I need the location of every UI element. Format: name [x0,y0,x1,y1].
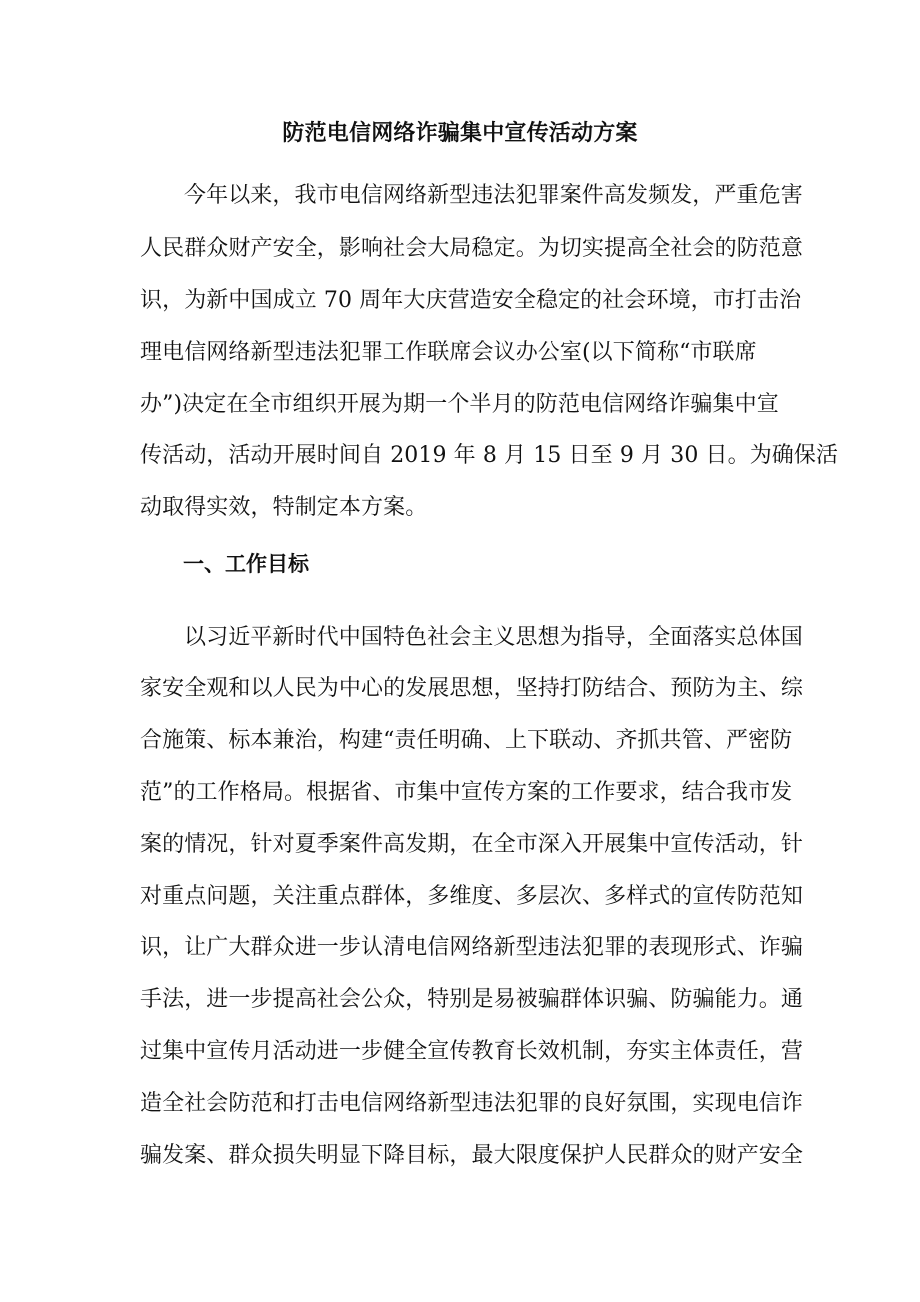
paragraph-1-line-4: 理电信网络新型违法犯罪工作联席会议办公室(以下简称“市联席 [140,340,757,365]
section-heading-work-goals: 一、工作目标 [183,551,309,576]
paragraph-2-line-1: 以习近平新时代中国特色社会主义思想为指导，全面落实总体国 [184,625,803,650]
paragraph-2-line-8: 手法，进一步提高社会公众，特别是易被骗群体识骗、防骗能力。通 [140,987,804,1012]
paragraph-2-line-7: 识，让广大群众进一步认清电信网络新型违法犯罪的表现形式、诈骗 [140,935,804,960]
paragraph-1-line-3: 识，为新中国成立 70 周年大庆营造安全稳定的社会环境，市打击治 [140,288,802,313]
paragraph-2-line-11: 骗发案、群众损失明显下降目标，最大限度保护人民群众的财产安全 [140,1143,804,1168]
paragraph-1-line-5: 办”)决定在全市组织开展为期一个半月的防范电信网络诈骗集中宣 [140,392,779,417]
paragraph-2-line-2: 家安全观和以人民为中心的发展思想，坚持打防结合、预防为主、综 [140,676,804,701]
paragraph-1-line-1: 今年以来，我市电信网络新型违法犯罪案件高发频发，严重危害 [184,183,803,208]
paragraph-2-line-5: 案的情况，针对夏季案件高发期，在全市深入开展集中宣传活动，针 [140,832,804,857]
document-title: 防范电信网络诈骗集中宣传活动方案 [282,120,638,146]
paragraph-2-line-3: 合施策、标本兼治，构建“责任明确、上下联动、齐抓共管、严密防 [140,728,793,753]
paragraph-1-line-7: 动取得实效，特制定本方案。 [140,495,428,520]
paragraph-2-line-10: 造全社会防范和打击电信网络新型违法犯罪的良好氛围，实现电信诈 [140,1091,804,1116]
paragraph-2-line-9: 过集中宣传月活动进一步健全宣传教育长效机制，夯实主体责任，营 [140,1039,804,1064]
paragraph-1-line-2: 人民群众财产安全，影响社会大局稳定。为切实提高全社会的防范意 [140,236,804,261]
paragraph-2-line-4: 范”的工作格局。根据省、市集中宣传方案的工作要求，结合我市发 [140,780,793,805]
paragraph-1-line-6: 传活动，活动开展时间自 2019 年 8 月 15 日至 9 月 30 日。为确保活 [140,443,839,468]
paragraph-2-line-6: 对重点问题，关注重点群体，多维度、多层次、多样式的宣传防范知 [140,884,804,909]
